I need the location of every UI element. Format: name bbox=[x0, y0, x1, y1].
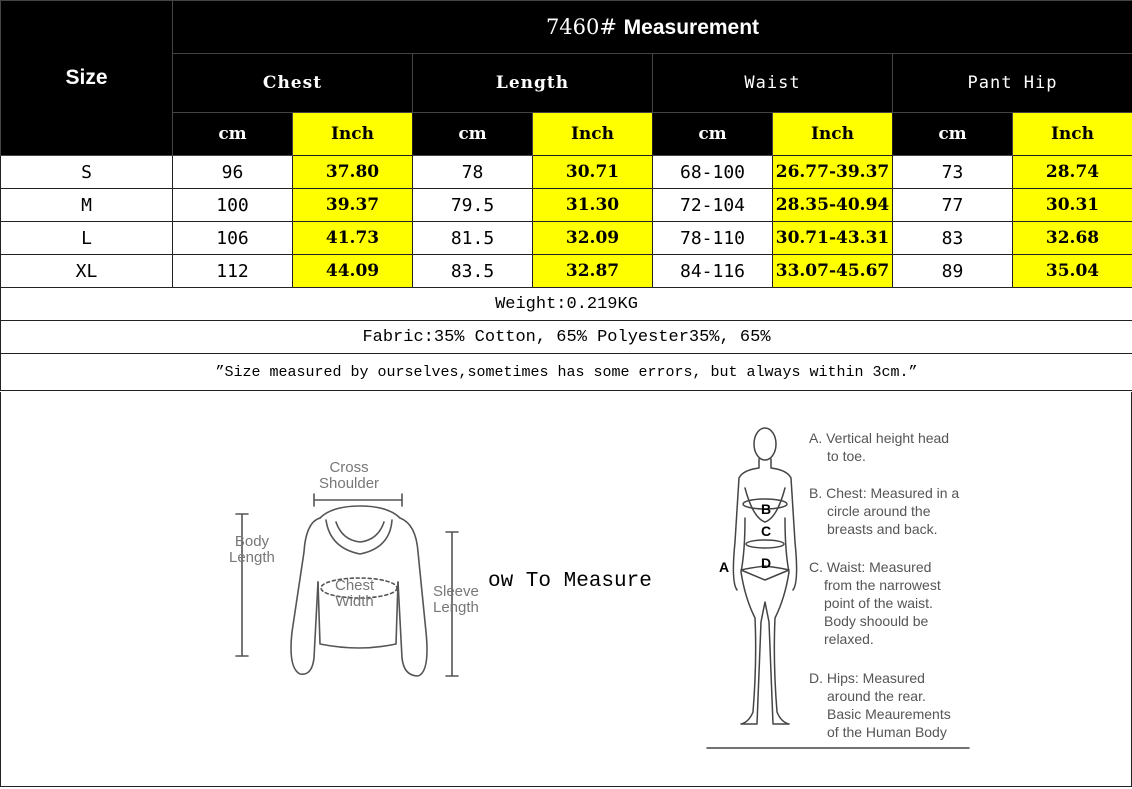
chest-cm-cell: 96 bbox=[173, 156, 293, 189]
size-cell: S bbox=[1, 156, 173, 189]
length-cm-cell: 83.5 bbox=[413, 255, 533, 288]
table-row bbox=[1, 255, 1132, 288]
marker-d: D bbox=[761, 555, 772, 571]
waist-cm-cell: 84-116 bbox=[653, 255, 773, 288]
title-number: 7460# bbox=[545, 14, 617, 39]
unit-inch: Inch bbox=[293, 113, 413, 156]
marker-a: A bbox=[719, 559, 730, 575]
chest-cm-cell: 106 bbox=[173, 222, 293, 255]
marker-c: C bbox=[761, 523, 772, 539]
size-disclaimer: ”Size measured by ourselves,sometimes has some errors, but always within 3cm.” bbox=[1, 354, 1132, 391]
how-to-measure-heading: ow To Measure bbox=[488, 570, 652, 593]
length-inch-cell: 32.09 bbox=[533, 222, 653, 255]
hip-inch-cell: 30.31 bbox=[1013, 189, 1132, 222]
group-chest: Chest bbox=[173, 54, 413, 113]
waist-cm-cell: 68-100 bbox=[653, 156, 773, 189]
length-inch-cell: 30.71 bbox=[533, 156, 653, 189]
table-row bbox=[1, 222, 1132, 255]
unit-cm: cm bbox=[893, 113, 1013, 156]
weight-note: Weight:0.219KG bbox=[1, 288, 1132, 321]
group-length: Length bbox=[413, 54, 653, 113]
measurement-table bbox=[0, 0, 1132, 391]
size-cell: XL bbox=[1, 255, 173, 288]
chest-inch-cell: 39.37 bbox=[293, 189, 413, 222]
waist-cm-cell: 72-104 bbox=[653, 189, 773, 222]
instruction-c: C. Waist: Measured from the narrowest point of the waist. Body shoould be relaxed. bbox=[809, 559, 941, 647]
hip-inch-cell: 35.04 bbox=[1013, 255, 1132, 288]
hip-cm-cell: 73 bbox=[893, 156, 1013, 189]
cross-shoulder-label: Cross Shoulder bbox=[319, 459, 380, 492]
title-word: Measurement bbox=[623, 15, 760, 39]
chest-cm-cell: 112 bbox=[173, 255, 293, 288]
instruction-b: B. Chest: Measured in a circle around the breasts and back. bbox=[809, 485, 960, 537]
length-inch-cell: 32.87 bbox=[533, 255, 653, 288]
waist-inch-cell: 30.71-43.31 bbox=[773, 222, 893, 255]
how-to-measure-figure bbox=[0, 392, 1132, 787]
length-inch-cell: 31.30 bbox=[533, 189, 653, 222]
hip-cm-cell: 83 bbox=[893, 222, 1013, 255]
hip-cm-cell: 89 bbox=[893, 255, 1013, 288]
waist-inch-cell: 26.77-39.37 bbox=[773, 156, 893, 189]
body-length-label: Body Length bbox=[229, 533, 275, 566]
size-cell: L bbox=[1, 222, 173, 255]
length-cm-cell: 81.5 bbox=[413, 222, 533, 255]
waist-inch-cell: 33.07-45.67 bbox=[773, 255, 893, 288]
unit-inch: Inch bbox=[773, 113, 893, 156]
size-cell: M bbox=[1, 189, 173, 222]
unit-cm: cm bbox=[653, 113, 773, 156]
chest-inch-cell: 44.09 bbox=[293, 255, 413, 288]
marker-b: B bbox=[761, 501, 772, 517]
instruction-a: A. Vertical height head to toe. bbox=[809, 430, 950, 464]
table-row bbox=[1, 156, 1132, 189]
chest-width-label: Chest Width bbox=[335, 577, 375, 610]
chest-inch-cell: 37.80 bbox=[293, 156, 413, 189]
fabric-note: Fabric:35% Cotton, 65% Polyester35%, 65% bbox=[1, 321, 1132, 354]
unit-inch: Inch bbox=[1013, 113, 1132, 156]
length-cm-cell: 79.5 bbox=[413, 189, 533, 222]
chest-inch-cell: 41.73 bbox=[293, 222, 413, 255]
hip-inch-cell: 28.74 bbox=[1013, 156, 1132, 189]
unit-cm: cm bbox=[173, 113, 293, 156]
sleeve-length-label: Sleeve Length bbox=[433, 583, 479, 616]
unit-inch: Inch bbox=[533, 113, 653, 156]
group-waist: Waist bbox=[653, 54, 893, 113]
unit-cm: cm bbox=[413, 113, 533, 156]
group-pant-hip: Pant Hip bbox=[893, 54, 1132, 113]
length-cm-cell: 78 bbox=[413, 156, 533, 189]
waist-inch-cell: 28.35-40.94 bbox=[773, 189, 893, 222]
table-title bbox=[173, 1, 1132, 54]
size-header: Size bbox=[1, 1, 173, 156]
hip-inch-cell: 32.68 bbox=[1013, 222, 1132, 255]
chest-cm-cell: 100 bbox=[173, 189, 293, 222]
table-row bbox=[1, 189, 1132, 222]
instruction-d: D. Hips: Measured around the rear. Basic Meaurements of the Human Body bbox=[809, 670, 951, 740]
hip-cm-cell: 77 bbox=[893, 189, 1013, 222]
waist-cm-cell: 78-110 bbox=[653, 222, 773, 255]
